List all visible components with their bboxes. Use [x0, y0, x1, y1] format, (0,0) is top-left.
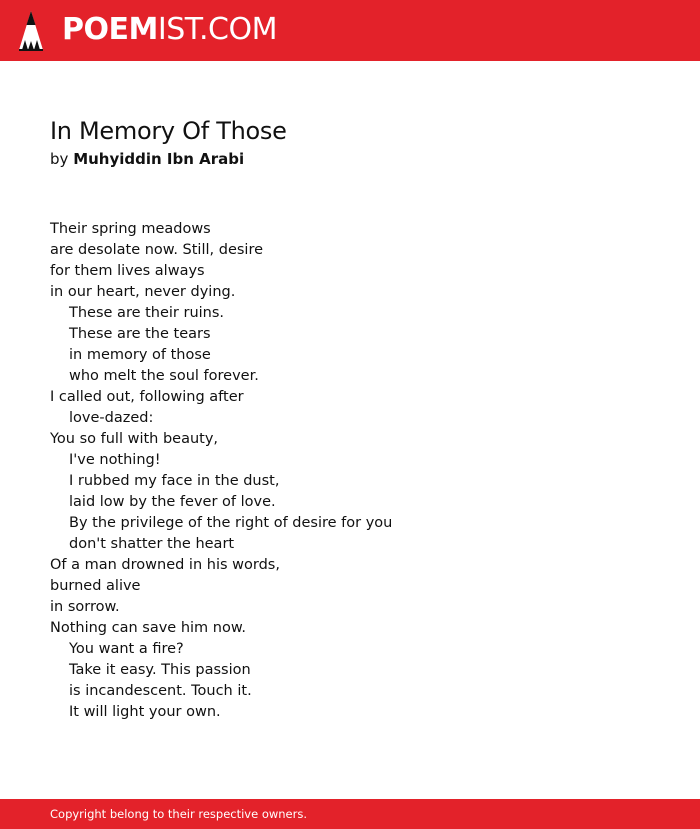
poem-line: love-dazed: [69, 410, 154, 426]
pencil-tip-icon[interactable] [18, 10, 44, 52]
poem-line: for them lives always [50, 263, 205, 279]
site-logo-text[interactable] [62, 12, 277, 48]
site-footer [0, 799, 700, 829]
copyright-text: Copyright belong to their respective owners. [50, 807, 308, 821]
poem-line: I called out, following after [50, 389, 244, 405]
poem-line: These are their ruins. [69, 305, 225, 321]
poem-line: I rubbed my face in the dust, [69, 473, 280, 489]
poem-line: By the privilege of the right of desire for you [69, 515, 393, 531]
poem-line: Nothing can save him now. [50, 620, 246, 636]
poem-line: in memory of those [69, 347, 211, 363]
poem-line: in sorrow. [50, 599, 120, 615]
poem-line: in our heart, never dying. [50, 284, 236, 300]
poem-line: burned alive [50, 578, 141, 594]
poem-line: It will light your own. [69, 704, 221, 720]
poem-line: Of a man drowned in his words, [50, 557, 280, 573]
poem-line: You so full with beauty, [50, 431, 219, 447]
brand-bold: POEM [62, 12, 158, 47]
poem-line: don't shatter the heart [69, 536, 235, 552]
site-header [0, 0, 700, 61]
poem-line: who melt the soul forever. [69, 368, 259, 384]
poem-line: Take it easy. This passion [69, 662, 251, 678]
poem-body [50, 219, 650, 723]
by-label: by [50, 150, 69, 168]
poem-byline [50, 148, 244, 170]
brand-light: IST.COM [157, 12, 277, 47]
poem-line: I've nothing! [69, 452, 161, 468]
poem-line: is incandescent. Touch it. [69, 683, 252, 699]
poem-line: You want a fire? [69, 641, 184, 657]
poem-line: Their spring meadows [50, 221, 211, 237]
author-name: Muhyiddin Ibn Arabi [73, 150, 245, 168]
poem-title: In Memory Of Those [50, 117, 287, 145]
poem-line: are desolate now. Still, desire [50, 242, 264, 258]
poem-line: laid low by the fever of love. [69, 494, 276, 510]
poem-line: These are the tears [69, 326, 211, 342]
